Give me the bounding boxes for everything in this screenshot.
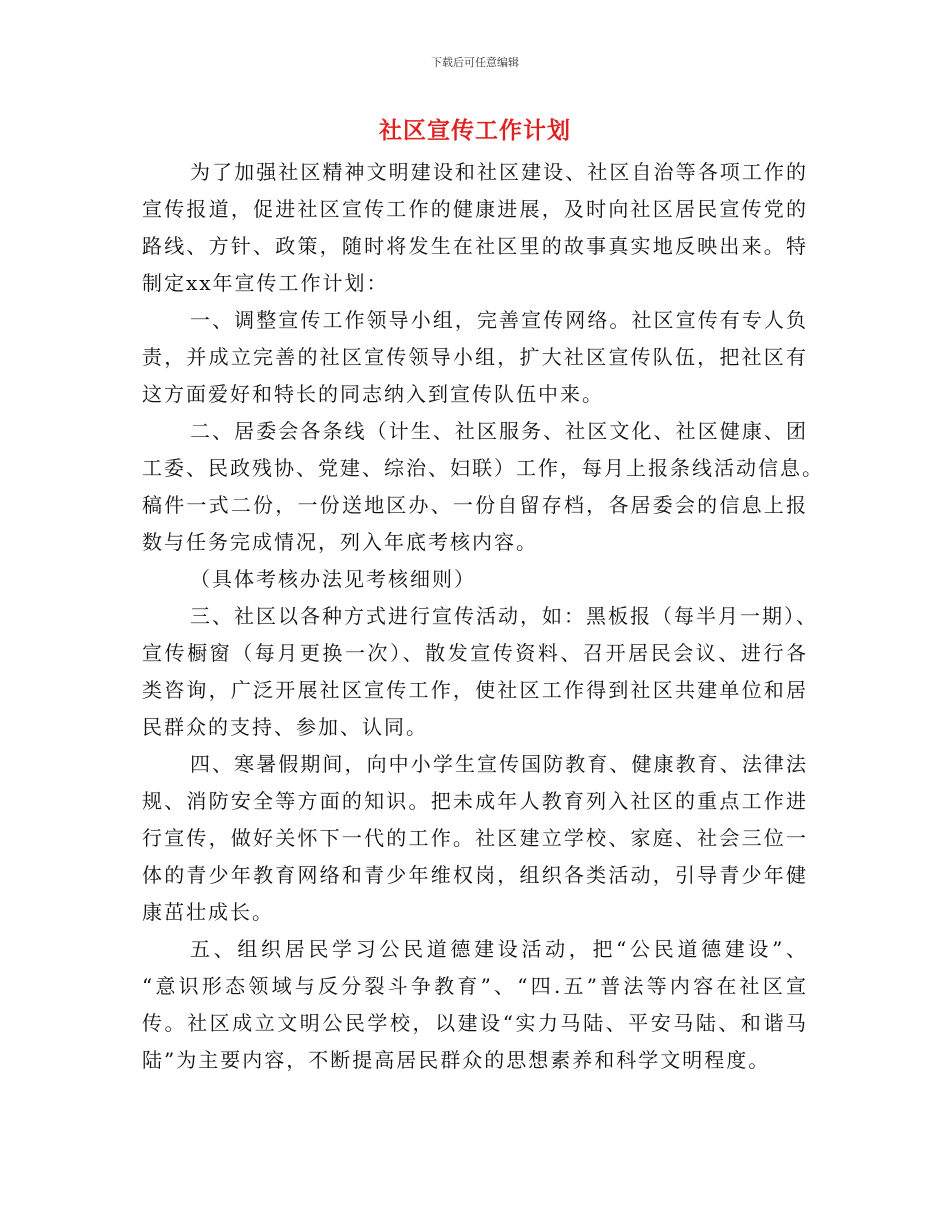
- paragraph: [142, 413, 824, 561]
- paragraph-line: 责，并成立完善的社区宣传领导小组，扩大社区宣传队伍，把社区有: [142, 345, 808, 369]
- page-header-note: 下载后可任意编辑: [431, 56, 519, 69]
- paragraph-line: 宣传报道，促进社区宣传工作的健康进展，及时向社区居民宣传党的: [142, 197, 808, 221]
- paragraph-line: 类咨询，广泛开展社区宣传工作，使社区工作得到社区共建单位和居: [142, 678, 808, 702]
- paragraph-line: 二、居委会各条线（计生、社区服务、社区文化、社区健康、团: [190, 419, 808, 443]
- paragraph-line: 宣传橱窗（每月更换一次）、散发宣传资料、召开居民会议、进行各: [142, 641, 808, 665]
- paragraph-line: 传。社区成立文明公民学校，以建设“实力马陆、平安马陆、和谐马: [142, 1011, 808, 1035]
- paragraph-line: 陆”为主要内容，不断提高居民群众的思想素养和科学文明程度。: [142, 1048, 771, 1072]
- paragraph: [142, 302, 808, 413]
- paragraph-line: 数与任务完成情况，列入年底考核内容。: [142, 530, 538, 554]
- paragraph-line: 康茁壮成长。: [142, 900, 274, 924]
- paragraph: [142, 746, 808, 931]
- paragraph-line: （具体考核办法见考核细则）: [190, 567, 476, 591]
- paragraph: [142, 154, 808, 302]
- paragraph-line: 路线、方针、政策，随时将发生在社区里的故事真实地反映出来。特: [142, 234, 808, 258]
- paragraph-line: 五、组织居民学习公民道德建设活动，把“公民道德建设”、: [190, 937, 808, 961]
- paragraph-line: “意识形态领域与反分裂斗争教育”、“四.五”普法等内容在社区宣: [142, 974, 808, 998]
- paragraph-line: 稿件一式二份，一份送地区办、一份自留存档，各居委会的信息上报: [142, 493, 808, 517]
- paragraph: [142, 931, 808, 1079]
- paragraph-line: 行宣传，做好关怀下一代的工作。社区建立学校、家庭、社会三位一: [142, 826, 808, 850]
- paragraph-line: 这方面爱好和特长的同志纳入到宣传队伍中来。: [142, 382, 604, 406]
- paragraph-line: 体的青少年教育网络和青少年维权岗，组织各类活动，引导青少年健: [142, 863, 808, 887]
- paragraph: [142, 598, 818, 746]
- paragraph-line: 为了加强社区精神文明建设和社区建设、社区自治等各项工作的: [190, 160, 808, 184]
- document-body: [142, 154, 824, 1079]
- paragraph-line: 四、寒暑假期间，向中小学生宣传国防教育、健康教育、法律法: [190, 752, 808, 776]
- document-title: 社区宣传工作计划: [379, 117, 571, 144]
- paragraph-line: 三、社区以各种方式进行宣传活动，如：黑板报（每半月一期）、: [190, 604, 818, 628]
- paragraph-line: 民群众的支持、参加、认同。: [142, 715, 428, 739]
- paragraph-line: 制定xx年宣传工作计划：: [142, 271, 389, 295]
- paragraph-line: 规、消防安全等方面的知识。把未成年人教育列入社区的重点工作进: [142, 789, 808, 813]
- paragraph-line: 一、调整宣传工作领导小组，完善宣传网络。社区宣传有专人负: [190, 308, 808, 332]
- paragraph-line: 工委、民政残协、党建、综治、妇联）工作，每月上报条线活动信息。: [142, 456, 824, 480]
- paragraph: [142, 561, 808, 598]
